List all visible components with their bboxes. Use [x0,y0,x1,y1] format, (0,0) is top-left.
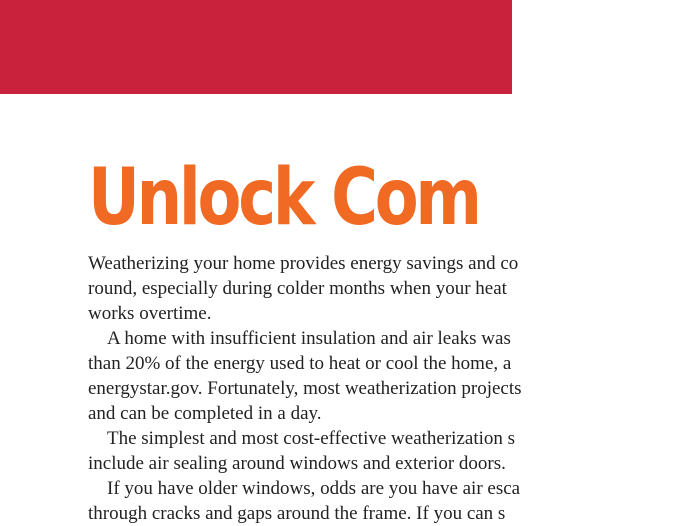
article-line: If you have older windows, odds are you have air esca [107,478,521,499]
article-line: works overtime. [88,303,212,324]
headline: Unlock Com [88,153,479,243]
article-line: The simplest and most cost-effective weatherization s [107,428,516,449]
article-body [88,251,688,526]
article-line: round, especially during colder months when your heat [88,278,507,299]
article-line: A home with insufficient insulation and air leaks was [107,328,511,349]
article-line: Weatherizing your home provides energy savings and co [88,253,519,274]
article-line: and can be completed in a day. [88,403,322,424]
article-line: than 20% of the energy used to heat or cool the home, a [88,353,512,374]
article-line: include air sealing around windows and exterior doors. [88,453,506,474]
article-line: energystar.gov. Fortunately, most weatherization projects [88,378,522,399]
header-color-band [0,0,512,94]
article-line: through cracks and gaps around the frame. If you can s [88,503,506,524]
